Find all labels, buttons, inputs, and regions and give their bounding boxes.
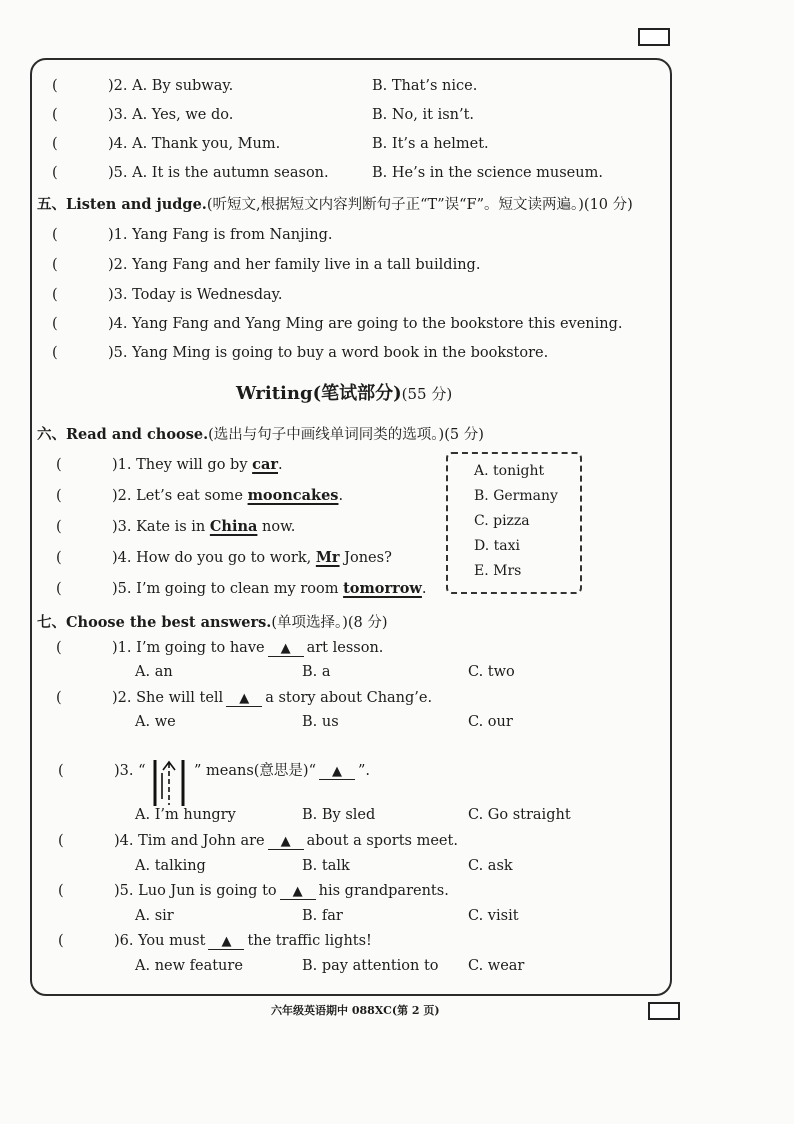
option: C. pizza xyxy=(474,513,530,529)
underlined-word: car xyxy=(252,456,279,473)
page-footer: 六年级英语期中 088XC(第 2 页) xyxy=(271,1004,440,1017)
answer-blank: ▲ xyxy=(268,640,304,657)
section-5-heading: 五、Listen and judge.(听短文,根据短文内容判断句子正“T”误“F”。短文读两遍。)(10 分) xyxy=(37,196,633,213)
options-box xyxy=(446,452,582,594)
option: B. Germany xyxy=(474,488,558,504)
writing-heading: Writing(笔试部分)(55 分) xyxy=(236,383,453,404)
answer-blank: ▲ xyxy=(208,933,244,950)
score-box-bottom xyxy=(648,1002,680,1020)
underlined-word: Mr xyxy=(315,549,340,566)
answer-blank: ▲ xyxy=(280,883,316,900)
option: E. Mrs xyxy=(474,563,522,579)
underlined-word: tomorrow xyxy=(343,580,422,597)
exam-page: ( )2. A. By subway. B. That’s nice. ( )3. A. Yes, we do. B. No, it isn’t. ( )4. A. Thank you, Mum. B. It’s a helmet. ( )5. A. It is the autumn season. B. He’s in the science museum. 五、Listen and judge.(听短文,根据短文内容判断句子正“T”误“F”。短文读两遍。)(10 分) ( )1. Yang Fang is from Nanjing. ( )2. Yang Fang and her family live in a tall building. ( )3. Today is Wednesday. ( )4. Yang Fang and Yang Ming are going to the bookstore this evening. ( )5. Yang Ming is going to buy a word book in the bookstore. Writing(笔试部分)(55 分) 六、Read and choose.(选出与句子中画线单词同类的选项。)(5 分) ( )1. They will go by car. ( )2. Let’s eat some mooncakes. ( )3. Kate is in China now. ( )4. How do you go to work, Mr Jones? ( )5. I’m going to clean my room tomorrow. A. tonight B. Germany C. pizza D. taxi E. Mrs 七、Choose the best answers.(单项选择。)(8 分) ( )1. I’m going to have ▲ art lesson. A. an B. a C. two ( )2. She will tell ▲ a story about Chang’e. A. we B. us C. our ( )3. “ ” means(意思是)“ ▲ ”. A. I’m hungry B. By sled C. Go straight ( )4. Tim and John are ▲ about a sports meet. A. talking B. talk C. ask ( )5. Luo Jun is going to ▲ his grandparents. A. sir B. far C. visit ( )6. You must ▲ the traffic lights! A. new feature B. pay attention to C. wear 六年级英语期中 088XC(第 2 页) xyxy=(0,0,794,1124)
underlined-word: mooncakes xyxy=(247,487,339,504)
underlined-word: China xyxy=(209,518,258,535)
answer-blank: ▲ xyxy=(319,763,355,780)
go-straight-sign-icon xyxy=(151,759,187,807)
section-7-heading: 七、Choose the best answers.(单项选择。)(8 分) xyxy=(37,614,388,631)
answer-blank: ▲ xyxy=(268,833,304,850)
option: D. taxi xyxy=(474,538,520,554)
score-box-top xyxy=(638,28,670,46)
answer-blank: ▲ xyxy=(226,690,262,707)
option: A. tonight xyxy=(474,463,545,479)
section-6-heading: 六、Read and choose.(选出与句子中画线单词同类的选项。)(5 分) xyxy=(37,426,484,443)
